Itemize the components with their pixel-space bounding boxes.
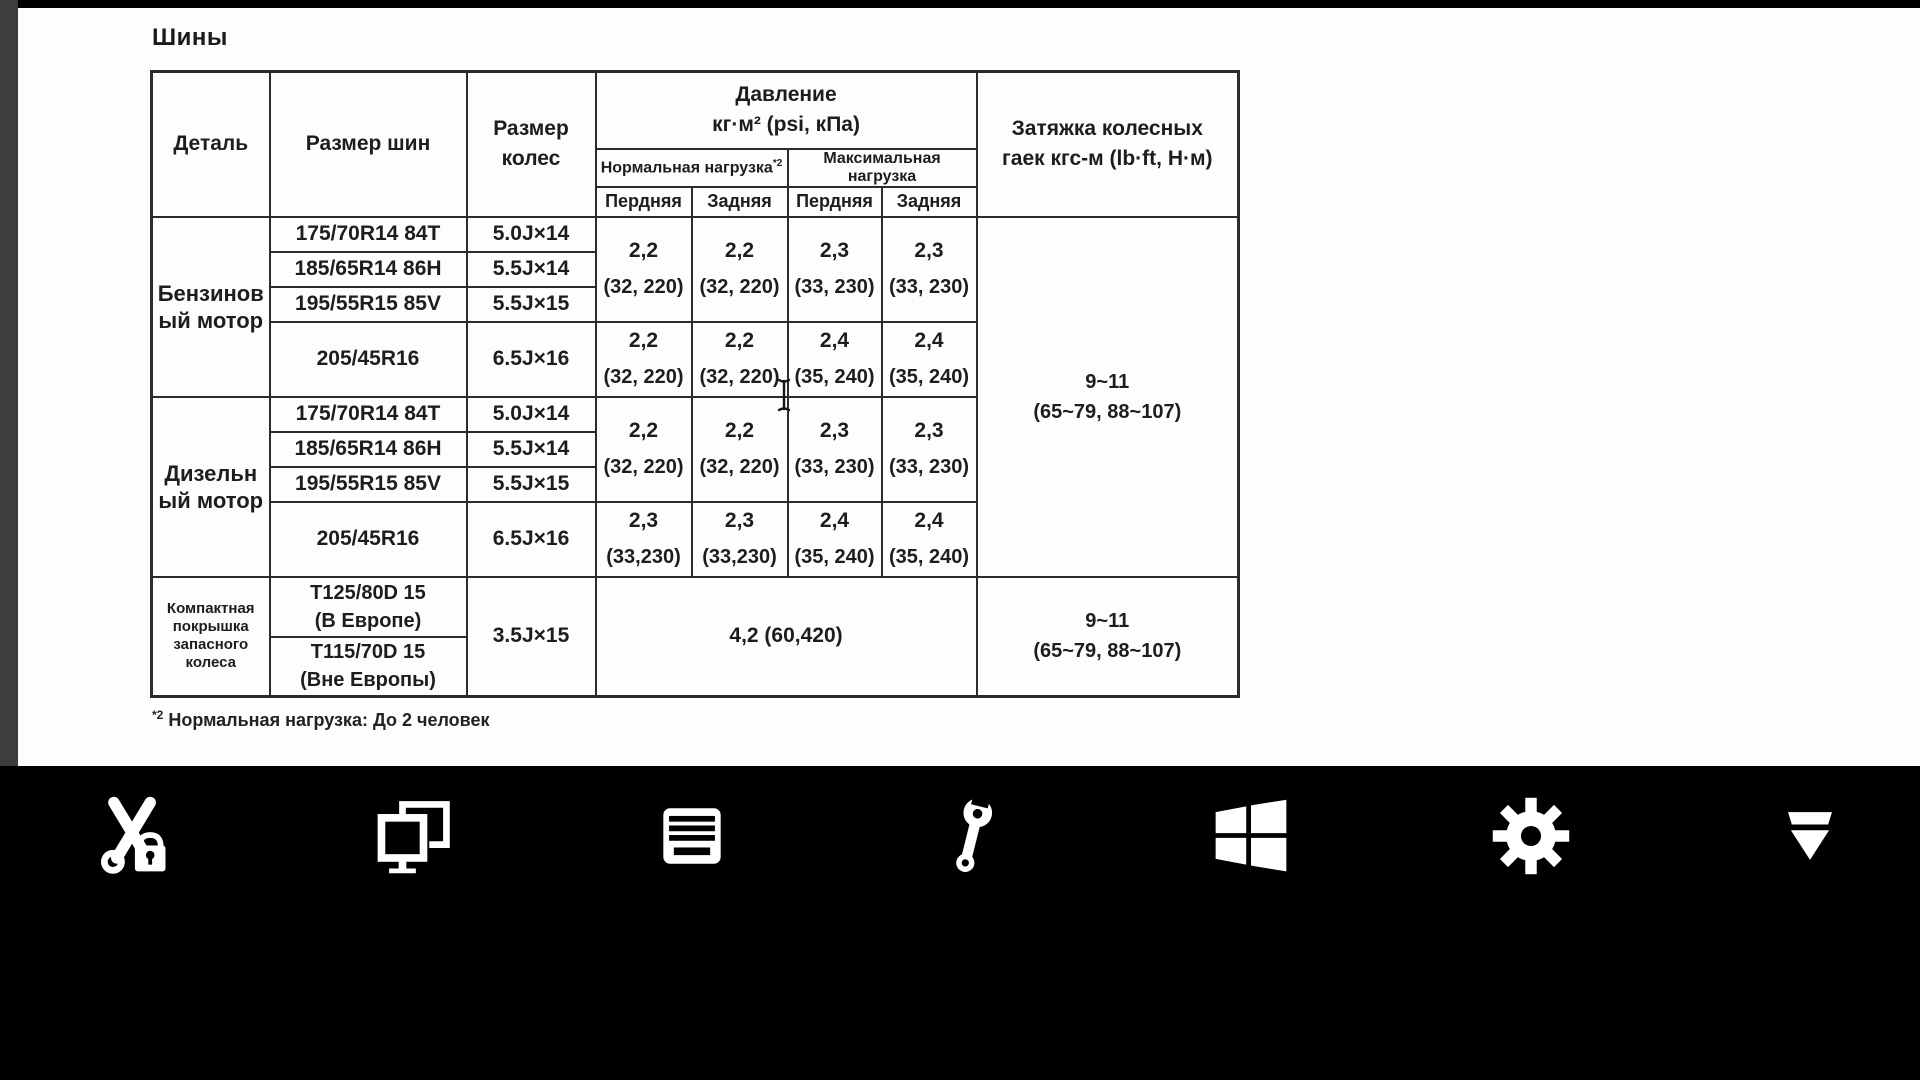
collapse-button[interactable] xyxy=(1762,788,1858,884)
header-rear-max: Задняя xyxy=(882,187,977,217)
diesel-label-line1: Дизельн xyxy=(164,460,258,486)
header-wheel-size-line2: колес xyxy=(501,147,561,171)
spare-label-line4: колеса xyxy=(185,654,236,672)
pressure-paren: (33, 230) xyxy=(888,276,970,298)
cell-pressure-nf xyxy=(596,322,692,397)
cell-spare-wheel: 3.5J×15 xyxy=(467,577,596,697)
page-title: Шины xyxy=(152,24,228,51)
cell-wheel: 6.5J×16 xyxy=(467,502,596,577)
wrench-button[interactable] xyxy=(924,788,1020,884)
cell-pressure-nr xyxy=(692,502,788,577)
cell-wheel: 5.0J×14 xyxy=(467,217,596,252)
tire-spec-table xyxy=(150,70,1240,698)
header-pressure xyxy=(596,72,977,149)
footnote xyxy=(152,708,490,731)
cell-pressure-mr xyxy=(882,397,977,502)
cell-tire: 185/65R14 86H xyxy=(270,252,467,287)
table-row xyxy=(152,72,1239,149)
pressure-value: 2,4 xyxy=(819,509,850,532)
footnote-marker: *2 xyxy=(152,708,164,722)
wrench-icon xyxy=(929,793,1015,879)
scissors-lock-button[interactable] xyxy=(85,788,181,884)
collapse-down-icon xyxy=(1767,793,1853,879)
cell-wheel: 5.5J×14 xyxy=(467,432,596,467)
cell-tire: 175/70R14 84T xyxy=(270,217,467,252)
cell-tire: 205/45R16 xyxy=(270,502,467,577)
pressure-value: 2,3 xyxy=(819,239,850,262)
bottom-toolbar xyxy=(0,766,1920,1080)
spare-torque-line1: 9~11 xyxy=(1085,610,1130,633)
settings-gear-icon xyxy=(1488,793,1574,879)
cell-gasoline-label xyxy=(152,217,270,397)
text-cursor-icon xyxy=(775,378,793,412)
pressure-paren: (35, 240) xyxy=(888,366,970,388)
pressure-value: 2,4 xyxy=(914,509,944,532)
scissors-lock-icon xyxy=(90,793,176,879)
header-rear-normal: Задняя xyxy=(692,187,788,217)
cell-pressure-mf xyxy=(788,502,882,577)
cell-spare-label xyxy=(152,577,270,697)
cell-tire: 195/55R15 85V xyxy=(270,467,467,502)
table-row xyxy=(152,577,1239,637)
duplicate-display-icon xyxy=(370,793,456,879)
footnote-text: Нормальная нагрузка: До 2 человек xyxy=(163,710,490,730)
cell-pressure-nr xyxy=(692,217,788,322)
duplicate-display-button[interactable] xyxy=(365,788,461,884)
cell-pressure-mf xyxy=(788,322,882,397)
cell-tire: 195/55R15 85V xyxy=(270,287,467,322)
keyboard-button[interactable] xyxy=(644,788,740,884)
header-normal-load-text: Нормальная нагрузка xyxy=(600,159,773,177)
torque-line2: (65~79, 88~107) xyxy=(1033,400,1182,423)
pressure-value: 2,3 xyxy=(914,419,944,442)
cell-pressure-nr xyxy=(692,397,788,502)
header-front-max: Пердняя xyxy=(788,187,882,217)
pressure-paren: (32, 220) xyxy=(699,366,780,388)
gasoline-label-line2: ый мотор xyxy=(158,307,264,333)
cell-spare-pressure: 4,2 (60,420) xyxy=(596,577,977,697)
pressure-value: 2,2 xyxy=(724,239,755,262)
cell-tire: 185/65R14 86H xyxy=(270,432,467,467)
pressure-value: 2,3 xyxy=(628,509,659,532)
cell-torque-engines xyxy=(977,217,1239,577)
cell-pressure-nf xyxy=(596,397,692,502)
pressure-paren: (35, 240) xyxy=(794,546,875,568)
cell-wheel: 5.5J×15 xyxy=(467,287,596,322)
header-pressure-line2: кг·м² (psi, кПа) xyxy=(712,113,860,137)
pressure-paren: (32, 220) xyxy=(699,276,780,298)
windows-start-button[interactable] xyxy=(1203,788,1299,884)
windows-logo-icon xyxy=(1208,793,1294,879)
pressure-paren: (32, 220) xyxy=(603,366,684,388)
cell-pressure-mr xyxy=(882,217,977,322)
pressure-paren: (35, 240) xyxy=(888,546,970,568)
pressure-paren: (32, 220) xyxy=(603,456,684,478)
pressure-paren: (35, 240) xyxy=(794,366,875,388)
settings-button[interactable] xyxy=(1483,788,1579,884)
pressure-paren: (32, 220) xyxy=(603,276,684,298)
pressure-value: 2,3 xyxy=(819,419,850,442)
pressure-paren: (33,230) xyxy=(702,546,777,568)
header-front-normal: Пердняя xyxy=(596,187,692,217)
spare-tire1-line2: (В Европе) xyxy=(314,609,422,632)
cell-wheel: 6.5J×16 xyxy=(467,322,596,397)
pressure-paren: (33,230) xyxy=(606,546,681,568)
keyboard-icon xyxy=(649,793,735,879)
header-normal-load-marker: *2 xyxy=(772,157,783,169)
document-page xyxy=(18,8,1920,766)
spare-label-line3: запасного xyxy=(173,636,249,654)
diesel-label-line2: ый мотор xyxy=(158,487,264,513)
cell-pressure-nf xyxy=(596,217,692,322)
cell-spare-torque xyxy=(977,577,1239,697)
header-normal-load xyxy=(596,149,788,187)
side-strip xyxy=(0,0,18,766)
pressure-value: 2,3 xyxy=(724,509,755,532)
spare-tire1-line1: T125/80D 15 xyxy=(310,581,426,604)
gasoline-label-line1: Бензинов xyxy=(157,280,264,306)
cell-pressure-mr xyxy=(882,322,977,397)
spare-torque-line2: (65~79, 88~107) xyxy=(1033,640,1182,663)
cell-tire: 175/70R14 84T xyxy=(270,397,467,432)
pressure-value: 2,2 xyxy=(724,419,755,442)
header-wheel-size xyxy=(467,72,596,217)
top-strip xyxy=(0,0,1920,8)
pressure-value: 2,2 xyxy=(724,329,755,352)
table-row xyxy=(152,217,1239,252)
pressure-value: 2,3 xyxy=(914,239,944,262)
header-torque xyxy=(977,72,1239,217)
pressure-value: 2,4 xyxy=(914,329,944,352)
cell-wheel: 5.0J×14 xyxy=(467,397,596,432)
header-torque-line1: Затяжка колесных xyxy=(1011,117,1203,141)
pressure-paren: (32, 220) xyxy=(699,456,780,478)
cell-spare-tire-noneurope xyxy=(270,637,467,697)
cell-pressure-mr xyxy=(882,502,977,577)
cell-pressure-mf xyxy=(788,217,882,322)
pressure-value: 2,2 xyxy=(628,329,659,352)
header-wheel-size-line1: Размер xyxy=(493,117,569,141)
spare-tire2-line1: T115/70D 15 xyxy=(310,641,426,664)
spare-tire2-line2: (Вне Европы) xyxy=(300,669,436,692)
cell-tire: 205/45R16 xyxy=(270,322,467,397)
cell-diesel-label xyxy=(152,397,270,577)
pressure-paren: (33, 230) xyxy=(794,456,875,478)
header-max-load: Максимальная нагрузка xyxy=(788,149,977,187)
pressure-paren: (33, 230) xyxy=(794,276,875,298)
pressure-value: 2,2 xyxy=(628,419,659,442)
pressure-value: 2,4 xyxy=(819,329,850,352)
pressure-value: 2,2 xyxy=(628,239,659,262)
header-detail: Деталь xyxy=(152,72,270,217)
spare-label-line1: Компактная xyxy=(166,600,255,618)
header-pressure-line1: Давление xyxy=(735,83,837,107)
cell-wheel: 5.5J×15 xyxy=(467,467,596,502)
header-tire-size: Размер шин xyxy=(270,72,467,217)
cell-pressure-mf xyxy=(788,397,882,502)
cell-wheel: 5.5J×14 xyxy=(467,252,596,287)
cell-pressure-nr xyxy=(692,322,788,397)
torque-line1: 9~11 xyxy=(1085,370,1130,393)
pressure-paren: (33, 230) xyxy=(888,456,970,478)
cell-pressure-nf xyxy=(596,502,692,577)
cell-spare-tire-europe xyxy=(270,577,467,637)
header-torque-line2: гаек кгс-м (lb·ft, Н·м) xyxy=(1002,147,1213,171)
spare-label-line2: покрышка xyxy=(172,618,249,636)
